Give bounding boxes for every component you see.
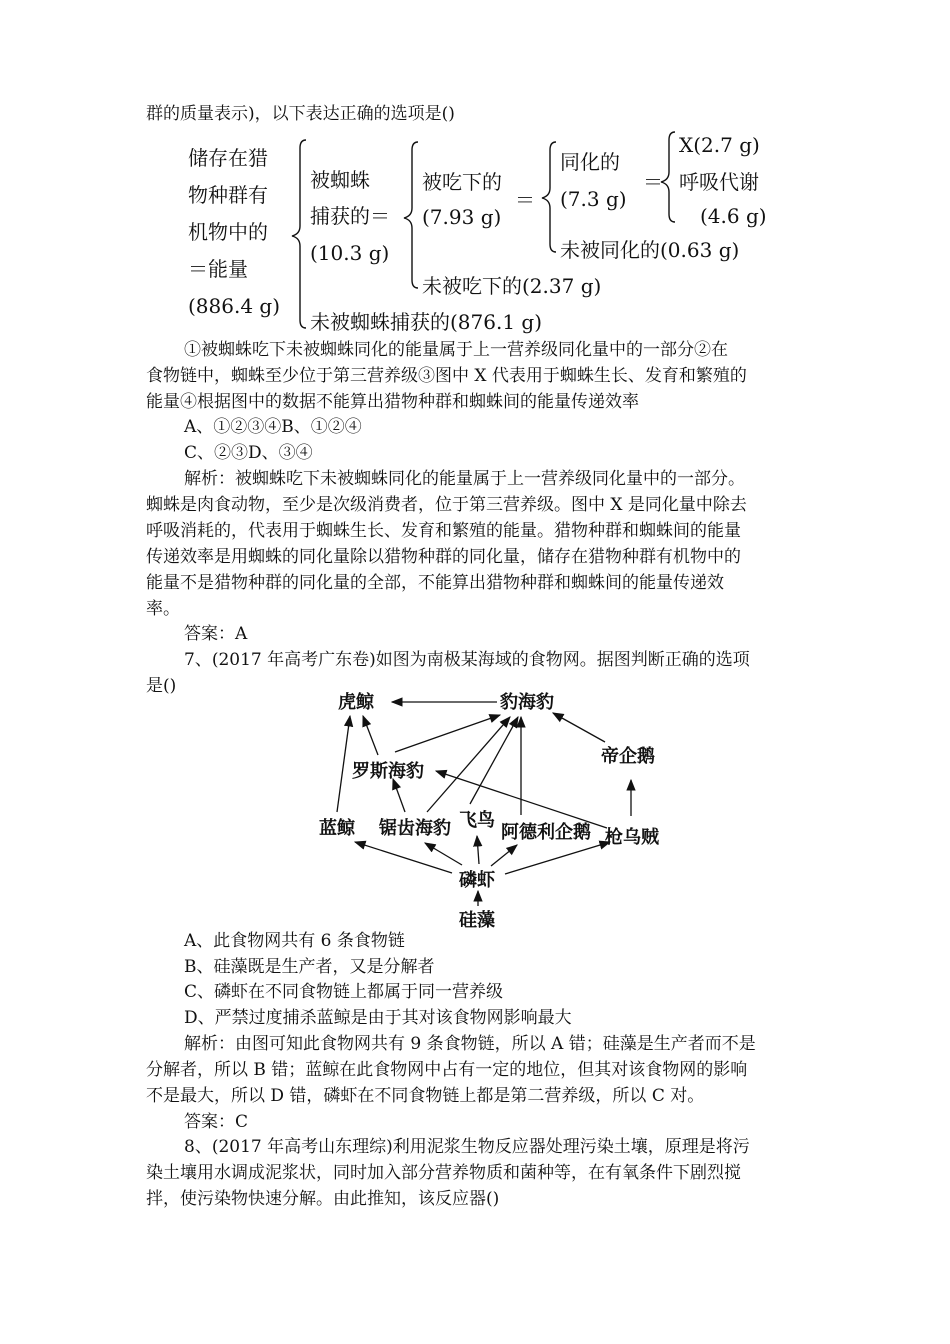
eaten-line-2: (7.93 g) (422, 205, 502, 229)
node-diatom: 硅藻 (459, 910, 495, 931)
q8-stem-3: 拌，使污染物快速分解。由此推知，该反应器() (146, 1189, 500, 1209)
q7-analysis-3: 不是最大，所以 D 错，磷虾在不同食物链上都是第二营养级，所以 C 对。 (146, 1086, 705, 1106)
arrow-krill-to-bird (477, 836, 479, 864)
node-krill: 磷虾 (459, 870, 495, 891)
q6-analysis-3: 呼吸消耗的，代表用于蜘蛛生长、发育和繁殖的能量。猎物种群和蜘蛛间的能量 (146, 521, 741, 541)
intro-line: 群的质量表示)，以下表达正确的选项是() (146, 104, 455, 124)
arrow-blue-to-orca (337, 716, 350, 812)
node-emperor-penguin: 帝企鹅 (601, 746, 655, 767)
q6-analysis-6: 率。 (146, 599, 180, 619)
node-bird: 飞鸟 (459, 810, 495, 831)
q7-analysis-2: 分解者，所以 B 错；蓝鲸在此食物网中占有一定的地位，但其对该食物网的影响 (146, 1060, 748, 1080)
q7-analysis-1: 解析：由图可知此食物网共有 9 条食物链，所以 A 错；硅藻是生产者而不是 (184, 1034, 756, 1054)
q8-stem-1: 8、(2017 年高考山东理综)利用泥浆生物反应器处理污染土壤，原理是将污 (184, 1137, 750, 1157)
eaten-line-1: 被吃下的 (422, 170, 502, 194)
arrow-emperor-to-leopard (553, 713, 605, 742)
q7-option-c: C、磷虾在不同食物链上都属于同一营养级 (184, 982, 504, 1002)
q6-analysis-1: 解析：被蜘蛛吃下未被蜘蛛同化的能量属于上一营养级同化量中的一部分。 (184, 469, 745, 489)
arrow-crabeater-to-ross (393, 779, 405, 812)
q6-analysis-5: 能量不是猎物种群的同化量的全部，不能算出猎物种群和蜘蛛间的能量传递效 (146, 573, 724, 593)
arrow-krill-to-blue (355, 842, 452, 873)
respiration-value: (4.6 g) (700, 204, 767, 228)
q6-option-1: A、①②③④B、①②④ (184, 417, 362, 437)
respiration-label: 呼吸代谢 (679, 170, 759, 194)
q7-stem-2: 是() (146, 676, 177, 696)
q8-stem-2: 染土壤用水调成泥浆状，同时加入部分营养物质和菌种等，在有氧条件下剧烈搅 (146, 1163, 741, 1183)
not-captured: 未被蜘蛛捕获的(876.1 g) (310, 310, 543, 334)
node-crabeater-seal: 锯齿海豹 (379, 818, 451, 839)
root-line-2: 物种群有 (188, 183, 268, 207)
q6-statement-1: ①被蜘蛛吃下未被蜘蛛同化的能量属于上一营养级同化量中的一部分②在 (184, 340, 728, 360)
equals-sign-1: ＝ (515, 188, 535, 212)
q7-answer: 答案：C (184, 1112, 249, 1132)
not-eaten: 未被吃下的(2.37 g) (422, 274, 602, 298)
root-line-3: 机物中的 (188, 220, 268, 244)
node-adelie-penguin: 阿德利企鹅 (501, 822, 591, 843)
arrow-krill-to-adelie (491, 845, 517, 866)
node-blue-whale: 蓝鲸 (319, 818, 355, 839)
q6-analysis-2: 蜘蛛是肉食动物，至少是次级消费者，位于第三营养级。图中 X 是同化量中除去 (146, 495, 747, 515)
q7-option-d: D、严禁过度捕杀蓝鲸是由于其对该食物网影响最大 (184, 1008, 572, 1028)
not-assimilated: 未被同化的(0.63 g) (560, 238, 740, 262)
assimilated-line-1: 同化的 (560, 150, 620, 174)
node-ross-seal: 罗斯海豹 (352, 761, 424, 782)
equals-sign-2: ＝ (643, 170, 663, 194)
q6-analysis-4: 传递效率是用蜘蛛的同化量除以猎物种群的同化量，储存在猎物种群有机物中的 (146, 547, 741, 567)
captured-line-3: (10.3 g) (310, 241, 390, 265)
arrow-crabeater-to-leopard (427, 717, 510, 812)
root-line-5: (886.4 g) (188, 294, 281, 318)
q6-answer: 答案：A (184, 624, 248, 644)
arrow-krill-to-crabeater (425, 843, 462, 865)
root-line-1: 储存在猎 (188, 146, 268, 170)
assimilated-line-2: (7.3 g) (560, 187, 627, 211)
q6-statement-2: 食物链中，蜘蛛至少位于第三营养级③图中 X 代表用于蜘蛛生长、发育和繁殖的 (146, 366, 747, 386)
arrow-krill-to-squid (505, 842, 610, 874)
root-line-4: ＝能量 (188, 257, 248, 281)
q6-statement-3: 能量④根据图中的数据不能算出猎物种群和蜘蛛间的能量传递效率 (146, 392, 639, 412)
captured-line-1: 被蜘蛛 (310, 168, 370, 192)
captured-line-2: 捕获的＝ (310, 204, 390, 228)
node-squid: 枪乌贼 (605, 827, 659, 848)
q6-option-2: C、②③D、③④ (184, 443, 313, 463)
q7-option-b: B、硅藻既是生产者，又是分解者 (184, 957, 435, 977)
node-orca: 虎鲸 (338, 692, 374, 713)
arrow-ross-to-orca (363, 716, 378, 755)
node-leopard-seal: 豹海豹 (500, 692, 554, 713)
q7-stem-1: 7、(2017 年高考广东卷)如图为南极某海域的食物网。据图判断正确的选项 (184, 650, 750, 670)
q7-option-a: A、此食物网共有 6 条食物链 (184, 931, 405, 951)
x-value: X(2.7 g) (679, 133, 760, 157)
